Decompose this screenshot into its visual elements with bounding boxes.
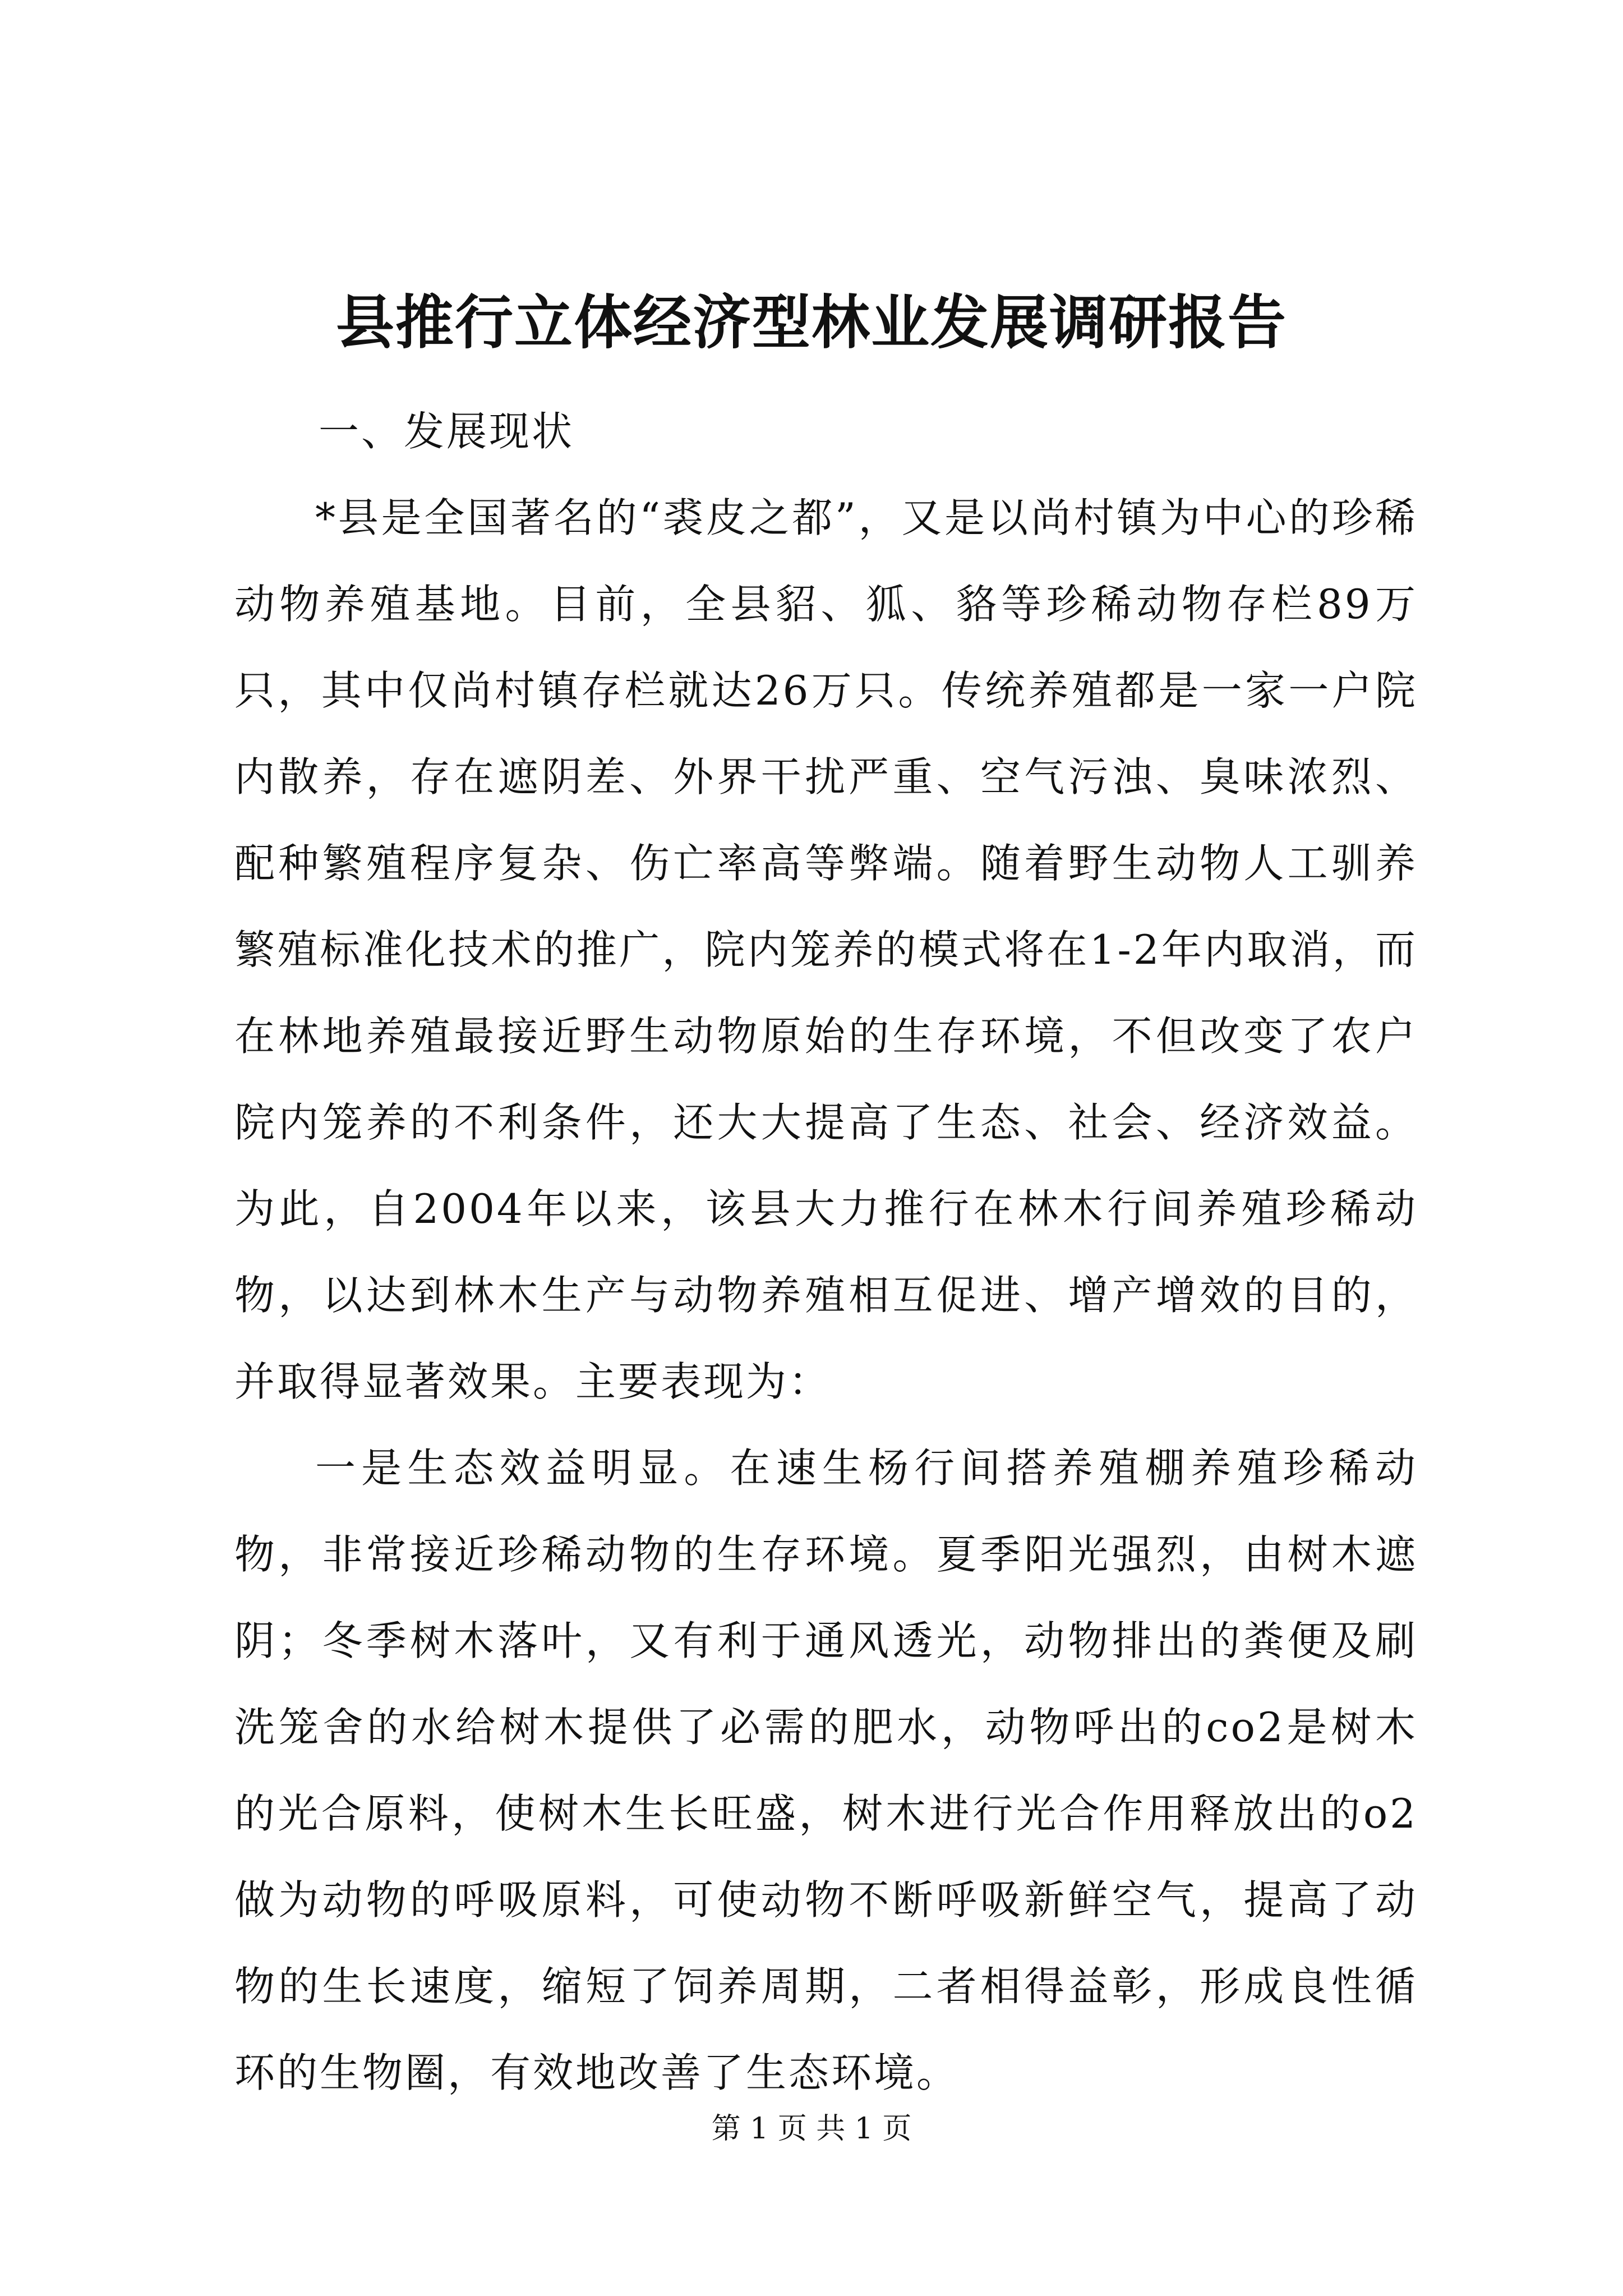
paragraph-2: 一是生态效益明显。在速生杨行间搭养殖棚养殖珍稀动物，非常接近珍稀动物的生存环境。夏季阳光强烈，由树木遮阴；冬季树木落叶，又有利于通风透光，动物排出的粪便及刷洗笼舍的水给树木提供了必需的肥水，动物呼出的co2是树木的光合原料，使树木生长旺盛，树木进行光合作用释放出的o2做为动物的呼吸原料，可使动物不断呼吸新鲜空气，提高了动物的生长速度，缩短了饲养周期，二者相得益彰，形成良性循环的生物圈，有效地改善了生态环境。 — [234, 1444, 1418, 2096]
document-title: 县推行立体经济型林业发展调研报告 — [335, 288, 1287, 357]
document-body — [234, 388, 1418, 2116]
section-heading: 一、发展现状 — [319, 408, 575, 455]
page-number-footer: 第 1 页 共 1 页 — [711, 2112, 912, 2146]
paragraph-1: *县是全国著名的“裘皮之都”，又是以尚村镇为中心的珍稀动物养殖基地。目前，全县貂、狐、貉等珍稀动物存栏89万只，其中仅尚村镇存栏就达26万只。传统养殖都是一家一户院内散养，存在遮阴差、外界干扰严重、空气污浊、臭味浓烈、配种繁殖程序复杂、伤亡率高等弊端。随着野生动物人工驯养繁殖标准化技术的推广，院内笼养的模式将在1-2年内取消，而在林地养殖最接近野生动物原始的生存环境，不但改变了农户院内笼养的不利条件，还大大提高了生态、社会、经济效益。为此，自2004年以来，该县大力推行在林木行间养殖珍稀动物，以达到林木生产与动物养殖相互促进、增产增效的目的，并取得显著效果。主要表现为： — [234, 494, 1418, 1405]
